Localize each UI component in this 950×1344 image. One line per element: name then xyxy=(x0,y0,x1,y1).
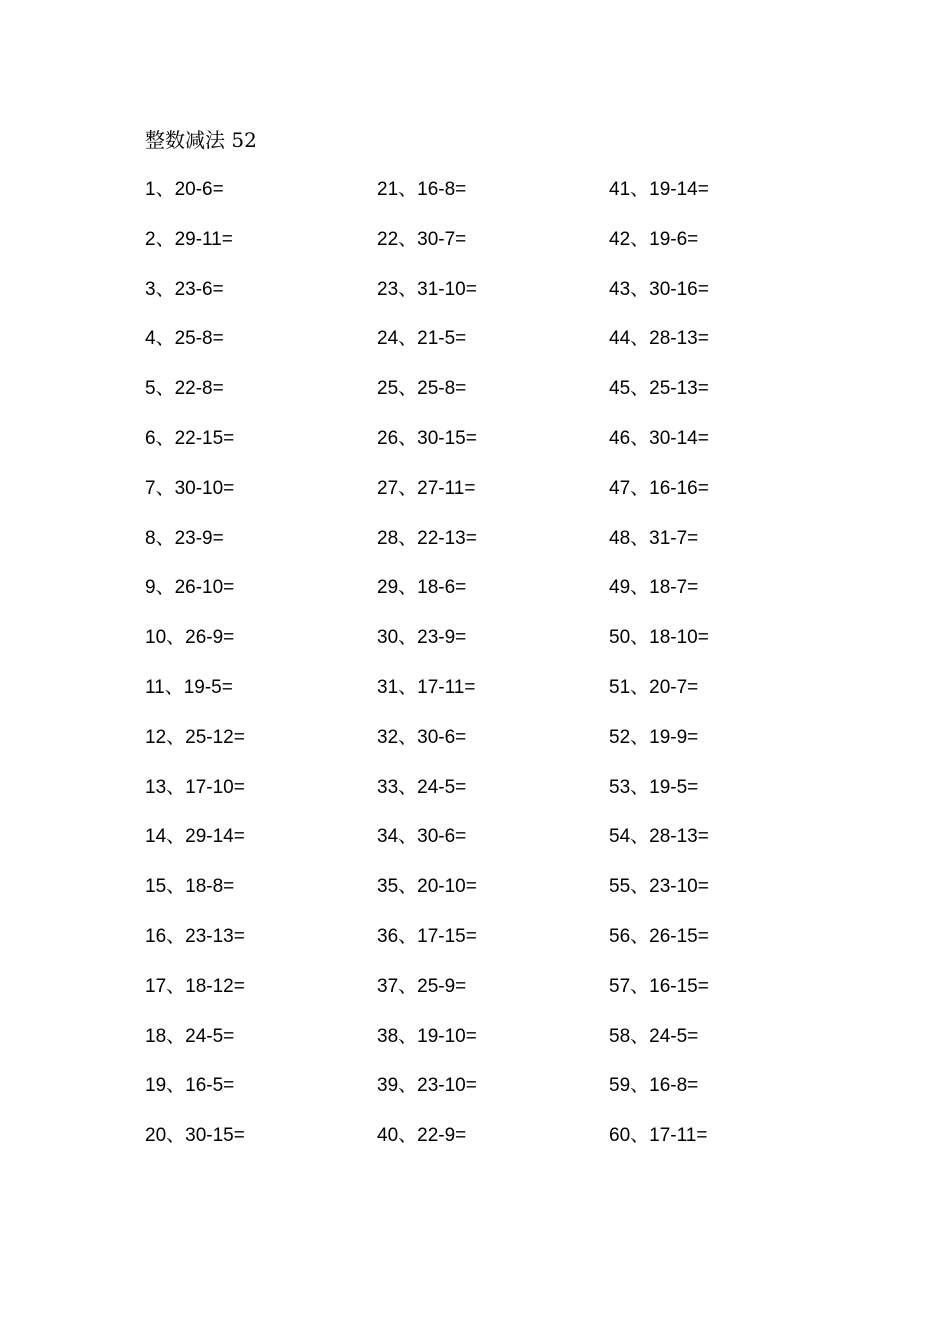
problem-item: 54、28-13= xyxy=(609,826,709,848)
problem-item: 40、22-9= xyxy=(377,1125,467,1147)
problem-item: 48、31-7= xyxy=(609,527,699,549)
problem-item: 5、22-8= xyxy=(145,378,224,400)
problem-item: 1、20-6= xyxy=(145,179,224,200)
problem-item: 12、25-12= xyxy=(145,726,245,748)
problem-item: 52、19-9= xyxy=(609,726,699,748)
problem-item: 47、16-16= xyxy=(609,477,709,499)
problem-item: 33、24-5= xyxy=(377,776,467,798)
problem-item: 21、16-8= xyxy=(377,179,467,200)
problem-item: 57、16-15= xyxy=(609,975,709,997)
problem-item: 13、17-10= xyxy=(145,776,245,798)
problem-item: 46、30-14= xyxy=(609,427,709,449)
problem-item: 43、30-16= xyxy=(609,278,709,300)
problem-item: 60、17-11= xyxy=(609,1125,708,1147)
problem-item: 31、17-11= xyxy=(377,676,476,698)
problem-item: 39、23-10= xyxy=(377,1075,477,1097)
problem-item: 41、19-14= xyxy=(609,179,709,200)
problem-column-2 xyxy=(377,176,597,1172)
problem-item: 28、22-13= xyxy=(377,527,477,549)
problem-item: 3、23-6= xyxy=(145,278,224,300)
problem-item: 6、22-15= xyxy=(145,427,235,449)
problem-item: 14、29-14= xyxy=(145,826,245,848)
problem-item: 42、19-6= xyxy=(609,228,699,250)
problem-item: 45、25-13= xyxy=(609,378,709,400)
problem-column-3 xyxy=(609,176,829,1172)
problem-item: 36、17-15= xyxy=(377,925,477,947)
problem-item: 27、27-11= xyxy=(377,477,476,499)
problem-item: 4、25-8= xyxy=(145,328,224,350)
problem-item: 17、18-12= xyxy=(145,975,245,997)
problem-column-1 xyxy=(145,176,365,1172)
problem-item: 38、19-10= xyxy=(377,1025,477,1047)
problem-item: 25、25-8= xyxy=(377,378,467,400)
problem-item: 29、18-6= xyxy=(377,577,467,599)
problem-item: 18、24-5= xyxy=(145,1025,235,1047)
problem-item: 49、18-7= xyxy=(609,577,699,599)
problem-item: 20、30-15= xyxy=(145,1125,245,1147)
problem-item: 16、23-13= xyxy=(145,925,245,947)
problem-item: 24、21-5= xyxy=(377,328,467,350)
problem-item: 50、18-10= xyxy=(609,627,709,649)
problem-item: 58、24-5= xyxy=(609,1025,699,1047)
problem-item: 30、23-9= xyxy=(377,627,467,649)
problem-item: 9、26-10= xyxy=(145,577,235,599)
problem-item: 32、30-6= xyxy=(377,726,467,748)
problem-item: 7、30-10= xyxy=(145,477,235,499)
problem-item: 26、30-15= xyxy=(377,427,477,449)
problem-item: 19、16-5= xyxy=(145,1075,235,1097)
problem-item: 37、25-9= xyxy=(377,975,467,997)
problem-item: 34、30-6= xyxy=(377,826,467,848)
problem-item: 8、23-9= xyxy=(145,527,224,549)
problem-item: 56、26-15= xyxy=(609,925,709,947)
worksheet-title: 整数减法 52 xyxy=(145,128,257,152)
problem-item: 11、19-5= xyxy=(145,676,233,698)
problem-item: 15、18-8= xyxy=(145,876,235,898)
problem-item: 51、20-7= xyxy=(609,676,699,698)
problem-item: 2、29-11= xyxy=(145,228,233,250)
problem-item: 35、20-10= xyxy=(377,876,477,898)
problem-item: 23、31-10= xyxy=(377,278,477,300)
problem-item: 55、23-10= xyxy=(609,876,709,898)
problem-item: 53、19-5= xyxy=(609,776,699,798)
problem-item: 59、16-8= xyxy=(609,1075,699,1097)
problem-item: 44、28-13= xyxy=(609,328,709,350)
problem-item: 22、30-7= xyxy=(377,228,467,250)
problem-item: 10、26-9= xyxy=(145,627,235,649)
